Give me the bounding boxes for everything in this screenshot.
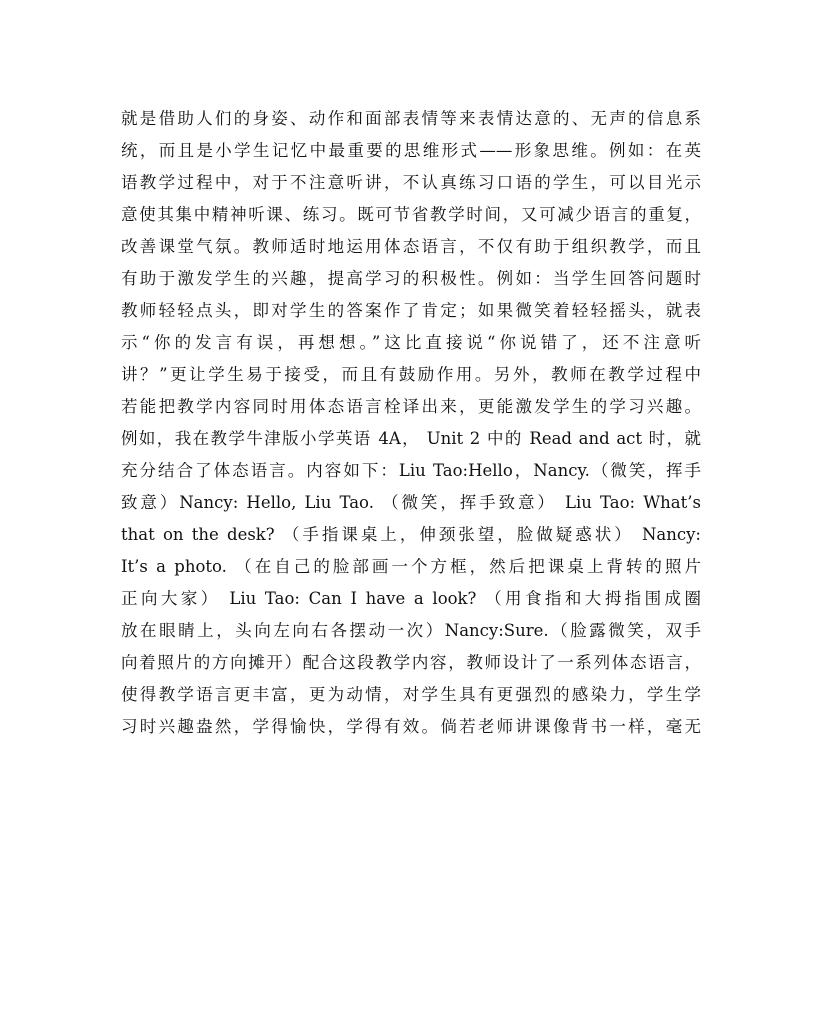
text-line: 有助于激发学生的兴趣，提高学习的积极性。例如：当学生回答问题时 (121, 269, 701, 288)
text-line: 意使其集中精神听课、练习。既可节省教学时间，又可减少语言的重复， (121, 205, 701, 224)
text-line: that on the desk? （手指课桌上，伸颈张望，脸做疑惑状） Nancy: (121, 525, 701, 544)
text-line: 习时兴趣盎然，学得愉快，学得有效。倘若老师讲课像背书一样，毫无 (121, 717, 701, 736)
text-line: 使得教学语言更丰富，更为动情，对学生具有更强烈的感染力，学生学 (121, 685, 701, 704)
text-line: 语教学过程中，对于不注意听讲，不认真练习口语的学生，可以目光示 (121, 173, 701, 192)
text-line: 讲？”更让学生易于接受，而且有鼓励作用。另外，教师在教学过程中 (121, 365, 701, 384)
body-text (121, 103, 701, 743)
text-line: 示“你的发言有误，再想想。”这比直接说“你说错了，还不注意听 (121, 333, 701, 352)
text-line: 放在眼睛上，头向左向右各摆动一次）Nancy:Sure.（脸露微笑，双手 (121, 621, 701, 640)
text-line: 统，而且是小学生记忆中最重要的思维形式——形象思维。例如：在英 (121, 141, 701, 160)
text-line: 向着照片的方向摊开）配合这段教学内容，教师设计了一系列体态语言， (121, 653, 701, 672)
text-line: 就是借助人们的身姿、动作和面部表情等来表情达意的、无声的信息系 (121, 109, 701, 128)
text-line: 正向大家） Liu Tao: Can I have a look? （用食指和大拇指围成圈 (121, 589, 701, 608)
text-line: It’s a photo. （在自己的脸部画一个方框，然后把课桌上背转的照片 (121, 557, 701, 576)
text-line: 致意）Nancy: Hello, Liu Tao. （微笑，挥手致意） Liu Tao: What’s (121, 493, 701, 512)
text-line: 改善课堂气氛。教师适时地运用体态语言，不仅有助于组织教学，而且 (121, 237, 701, 256)
text-line: 充分结合了体态语言。内容如下：Liu Tao:Hello，Nancy.（微笑，挥手 (121, 461, 701, 480)
text-line: 教师轻轻点头，即对学生的答案作了肯定；如果微笑着轻轻摇头，就表 (121, 301, 701, 320)
text-line: 例如，我在教学牛津版小学英语 4A， Unit 2 中的 Read and act 时，就 (121, 429, 701, 448)
text-line: 若能把教学内容同时用体态语言栓译出来，更能激发学生的学习兴趣。 (121, 397, 701, 416)
